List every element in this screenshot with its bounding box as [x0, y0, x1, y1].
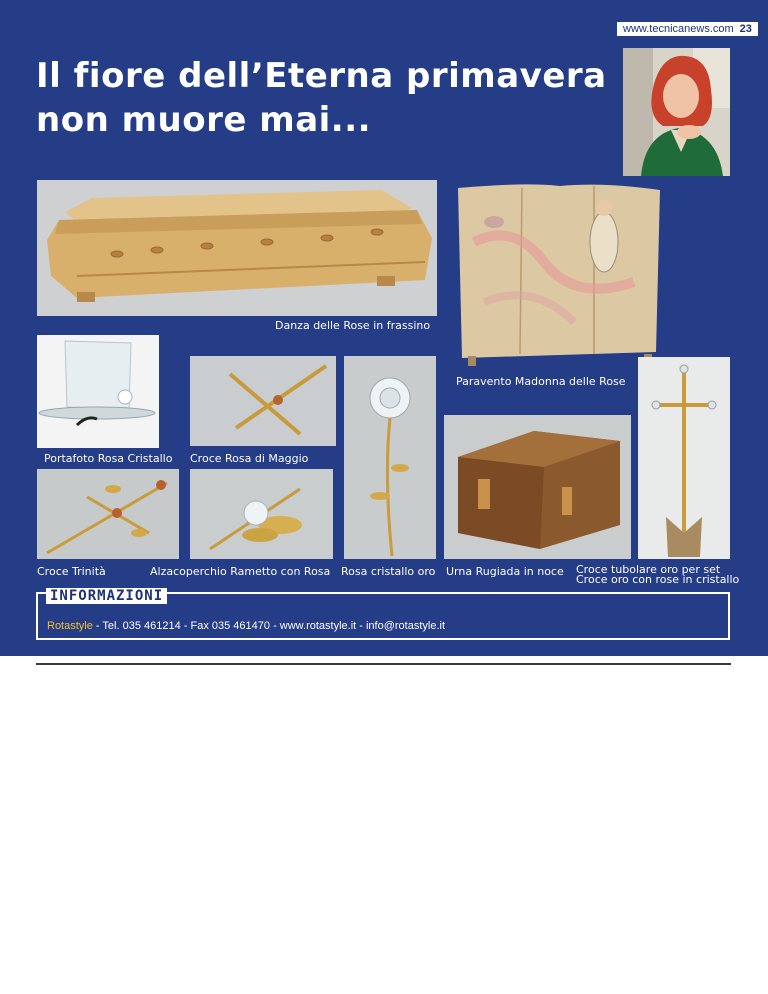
folding-screen-image — [454, 182, 666, 368]
urn-image — [444, 415, 631, 559]
author-portrait — [623, 48, 730, 176]
caption-coffin: Danza delle Rose in frassino — [275, 319, 431, 332]
coffin-image — [37, 180, 437, 316]
lid-lifter-image — [190, 469, 333, 559]
brand-name: Rotastyle — [47, 620, 93, 632]
page-number: 23 — [739, 23, 752, 35]
cross-trinita-image — [37, 469, 179, 559]
cross-rosa-di-maggio-image — [190, 356, 336, 446]
page-header-tag — [617, 22, 758, 36]
caption-crystal-rose: Rosa cristallo oro — [341, 565, 436, 578]
tubular-cross-image — [638, 357, 730, 559]
contact-line — [47, 620, 445, 632]
crystal-rose-image — [344, 356, 436, 559]
caption-croce-rosa-di-maggio: Croce Rosa di Maggio — [190, 452, 309, 465]
article-title: Il fiore dell’Eterna primavera non muore mai... — [36, 56, 607, 140]
caption-croce-trinita: Croce Trinità — [37, 565, 106, 578]
caption-photo-frame: Portafoto Rosa Cristallo — [44, 452, 173, 465]
contact-details[interactable]: - Tel. 035 461214 - Fax 035 461470 - www.rotastyle.it - info@rotastyle.it — [92, 620, 445, 632]
page-divider — [36, 663, 731, 665]
caption-lid-lifter: Alzacoperchio Rametto con Rosa — [150, 565, 331, 578]
caption-tubular-cross-line2: Croce oro con rose in cristallo — [576, 573, 740, 586]
photo-frame-image — [37, 335, 159, 448]
caption-urn: Urna Rugiada in noce — [446, 565, 564, 578]
info-label: INFORMAZIONI — [46, 588, 167, 604]
caption-folding-screen: Paravento Madonna delle Rose — [456, 375, 626, 388]
website-url[interactable]: www.tecnicanews.com — [623, 23, 734, 35]
caption-tubular-cross-line1: Croce tubolare oro per set — [576, 563, 721, 576]
